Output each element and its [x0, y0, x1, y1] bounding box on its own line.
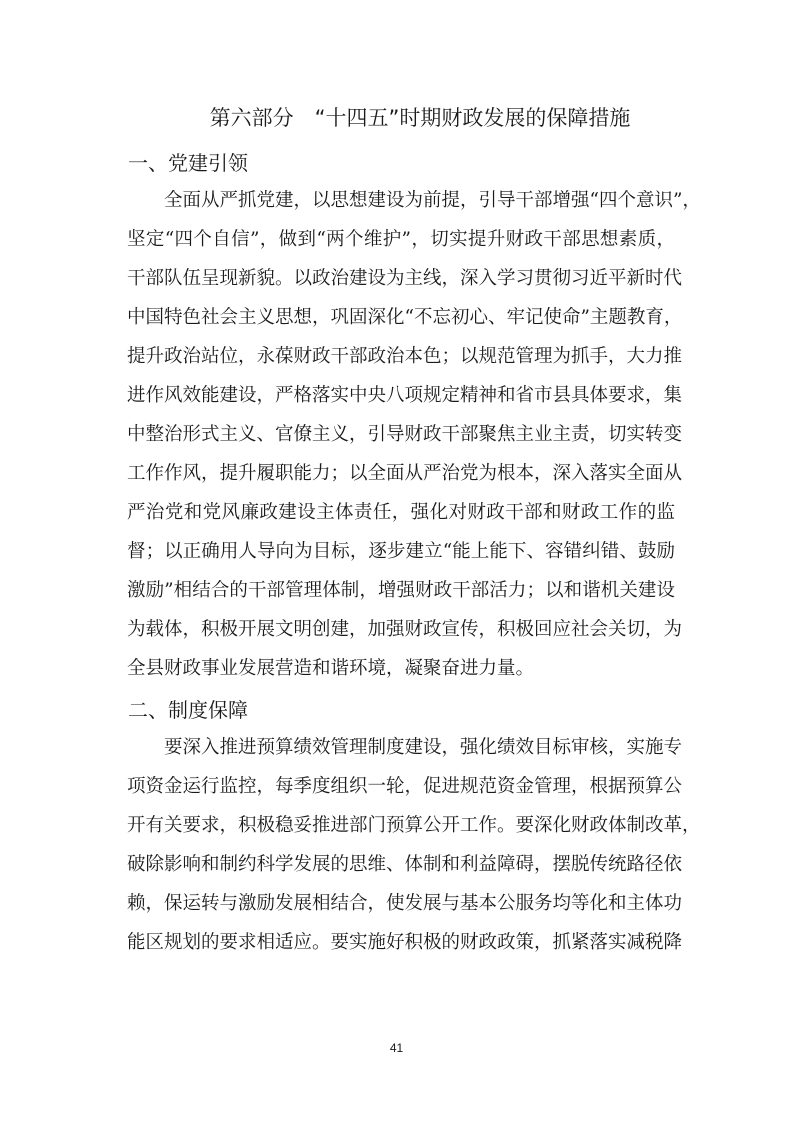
page-title: 第六部分 “十四五”时期财政发展的保障措施	[209, 106, 631, 130]
paragraph-line: 能区规划的要求相适应。要实施好积极的财政政策，抓紧落实减税降	[127, 932, 683, 953]
paragraph-line: 激励”相结合的干部管理体制，增强财政干部活力；以和谐机关建设	[127, 580, 675, 601]
paragraph-line: 要深入推进预算绩效管理制度建设，强化绩效目标审核，实施专	[164, 737, 683, 758]
page-number: 41	[389, 1041, 404, 1055]
paragraph-line: 开有关要求，积极稳妥推进部门预算公开工作。要深化财政体制改革，	[127, 815, 701, 836]
paragraph-line: 为载体，积极开展文明创建，加强财政宣传，积极回应社会关切，为	[127, 619, 683, 640]
section-heading-party-building: 一、党建引领	[128, 151, 248, 175]
paragraph-line: 破除影响和制约科学发展的思维、体制和利益障碍，摆脱传统路径依	[127, 854, 683, 875]
paragraph-line: 赖，保运转与激励发展相结合，使发展与基本公服务均等化和主体功	[127, 893, 683, 914]
paragraph-line: 严治党和党风廉政建设主体责任，强化对财政干部和财政工作的监	[127, 502, 675, 523]
paragraph-line: 督；以正确用人导向为目标，逐步建立“能上能下、容错纠错、鼓励	[127, 541, 675, 562]
paragraph-line: 进作风效能建设，严格落实中央八项规定精神和省市县具体要求，集	[127, 385, 683, 406]
paragraph-line: 中国特色社会主义思想，巩固深化“不忘初心、牢记使命”主题教育，	[127, 307, 683, 328]
paragraph-line: 提升政治站位，永葆财政干部政治本色；以规范管理为抓手，大力推	[127, 346, 683, 367]
paragraph-line: 全面从严抓党建，以思想建设为前提，引导干部增强“四个意识”，	[164, 190, 701, 211]
section-heading-institutional-guarantee: 二、制度保障	[128, 698, 248, 722]
paragraph-line: 全县财政事业发展营造和谐环境，凝聚奋进力量。	[127, 658, 535, 679]
paragraph-line: 干部队伍呈现新貌。以政治建设为主线，深入学习贯彻习近平新时代	[127, 268, 683, 289]
paragraph-line: 工作作风，提升履职能力；以全面从严治党为根本，深入落实全面从	[127, 463, 683, 484]
paragraph-line: 项资金运行监控，每季度组织一轮，促进规范资金管理，根据预算公	[127, 776, 683, 797]
paragraph-line: 中整治形式主义、官僚主义，引导财政干部聚焦主业主责，切实转变	[127, 424, 683, 445]
paragraph-line: 坚定“四个自信”，做到“两个维护”，切实提升财政干部思想素质，	[127, 229, 675, 250]
